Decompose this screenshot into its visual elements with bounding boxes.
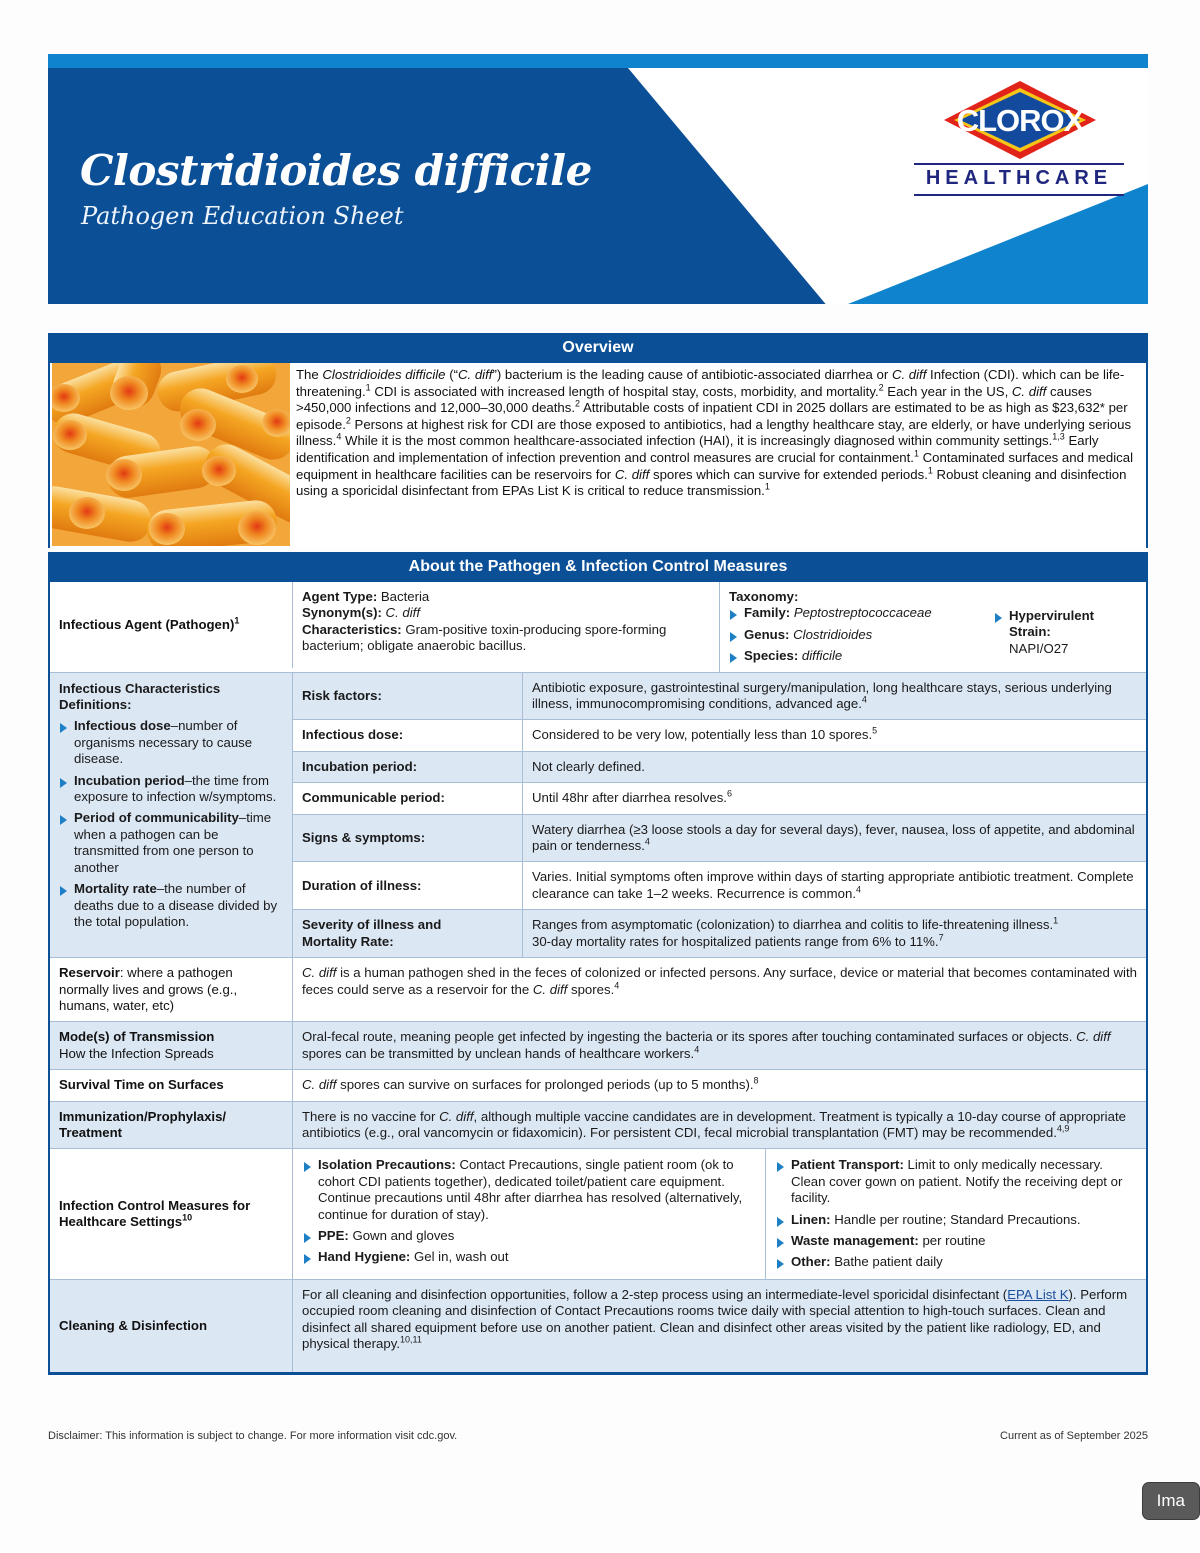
table-row [293,752,1146,783]
duration-of-illness-text: Varies. Initial symptoms often improve within days of starting appropriate antibiotic treatment. Complete clearance can take 1–2 weeks. Recurrence is common. [532,869,1134,901]
species-value: difficile [801,648,843,664]
control-item-isolation [303,1157,755,1223]
communicable-period-sup: 6 [726,788,732,799]
agent-basics [293,582,720,672]
row-value-infectious-dose [523,720,1146,750]
row-value-severity: Ranges from asymptomatic (colonization) to diarrhea and colitis to life-threatening illness.$^1$ 30-day mortality rates for hospitalized patients range from 6% to 11%.$^7$ [523,910,1146,957]
patient-transport-text: Limit to only medically necessary. Clean cover gown on patient. Notify the receiving dept or facility. [791,1157,1123,1206]
table-row [293,783,1146,814]
linen-term: Linen: [791,1211,831,1227]
isolation-term: Isolation Precautions: [318,1157,456,1173]
family-label: Family: [744,605,791,621]
synonyms-label: Synonym(s): [302,605,382,621]
row-value-immunization: There is no vaccine for C. diff, although multiple vaccine candidates are in development. Treatment is typically a 10-day course of appropriate antibiotics (e.g., oral vancomycin or fidaxomicin). For persistent CDI, fecal microbial transplantation (FMT) may be recommended.$^{4,9}$ [293,1102,1146,1149]
table-row [293,673,1146,721]
communicable-period-text: Until 48hr after diarrhea resolves. [532,790,727,806]
row-value-survival-time: C. diff spores can survive on surfaces for prolonged periods (up to 5 months).$^8$ [293,1070,1146,1100]
cleaning-sup: 10,11 [399,1334,422,1345]
definition-text: –the number of deaths due to a disease divided by the total population. [74,881,278,929]
row-value-incubation-period [523,752,1146,782]
definition-term: Period of communicability [74,810,239,826]
row-value-transmission: Oral-fecal route, meaning people get infected by ingesting the bacteria or its spores after touching contaminated surfaces or objects. C. diff spores can be transmitted by unclean hands of healthcare workers.$^4$ [293,1022,1146,1069]
table-row-transmission [50,1022,1146,1070]
risk-factors-sup: 4 [861,694,867,705]
genus-label: Genus: [744,626,790,642]
row-label-reservoir [50,958,293,1021]
row-label-communicable-period: Communicable period: [293,783,523,813]
clorox-diamond-icon [940,79,1100,161]
logo-rule-bottom [914,194,1124,196]
definition-item [59,773,283,806]
table-row-infection-control [50,1149,1146,1279]
hypervirulent-value: NAPI/O27 [1009,640,1069,656]
row-label-severity: Severity of illness and Mortality Rate: [293,910,523,957]
table-row-survival-time [50,1070,1146,1101]
agent-detail-split [293,582,1146,672]
infectious-dose-sup: 5 [872,726,878,737]
cleaning-text-before: For all cleaning and disinfection opportunities, follow a 2-step process using an intermediate-level sporicidal disinfectant ( [302,1286,1008,1302]
definitions-panel [50,673,293,957]
about-section-header: About the Pathogen & Infection Control Measures [48,552,1148,582]
characteristics-value: Gram-positive toxin-producing spore-forming bacterium; obligate anaerobic bacillus. [302,621,667,654]
row-label-infectious-dose: Infectious dose: [293,720,523,750]
row-label-transmission [50,1022,293,1069]
definition-term: Mortality rate [74,881,157,897]
table-row [293,862,1146,910]
signs-symptoms-text: Watery diarrhea (≥3 loose stools a day for several days), fever, nausea, loss of appetite, and abdominal pain or tenderness. [532,821,1135,854]
agent-type-value: Bacteria [380,589,430,604]
overview-panel [48,363,1148,548]
taxonomy-genus [729,627,994,643]
infectious-agent-label-text: Infectious Agent (Pathogen) [59,616,235,632]
row-label-signs-symptoms: Signs & symptoms: [293,815,523,862]
linen-text: Handle per routine; Standard Precautions. [834,1211,1081,1227]
infectious-dose-text: Considered to be very low, potentially less than 10 spores. [532,727,873,743]
row-label-infectious-agent [50,582,293,668]
header-banner [48,54,1148,304]
table-row [293,910,1146,957]
control-item-waste [776,1233,1136,1249]
row-value-cleaning [293,1280,1146,1372]
table-row-infectious-agent [50,582,1146,673]
agent-taxonomy [720,582,1146,672]
table-row-immunization [50,1102,1146,1150]
logo-rule-top [914,163,1124,165]
definitions-heading: Infectious Characteristics Definitions: [59,680,221,713]
row-label-survival-time: Survival Time on Surfaces [50,1070,293,1100]
taxonomy-species [729,648,994,664]
bacteria-micrograph-image [52,363,290,546]
ppe-term: PPE: [318,1227,349,1243]
row-value-communicable-period [523,783,1146,813]
table-row [293,815,1146,863]
family-value: Peptostreptococcaceae [793,605,932,621]
signs-symptoms-sup: 4 [644,836,650,847]
infection-control-left [293,1149,766,1278]
row-label-risk-factors: Risk factors: [293,673,523,720]
row-value-signs-symptoms [523,815,1146,862]
agent-type-label: Agent Type: [302,589,378,604]
genus-value: Clostridioides [793,626,873,642]
row-label-incubation-period: Incubation period: [293,752,523,782]
table-row-cleaning-disinfection [50,1280,1146,1372]
page-subtitle: Pathogen Education Sheet [81,202,404,230]
incubation-period-text: Not clearly defined. [532,758,645,774]
footer-disclaimer: Disclaimer: This information is subject to change. For more information visit cdc.gov. [48,1430,458,1442]
infectious-agent-label-sup: 1 [234,615,240,626]
definition-term: Infectious dose [74,718,171,734]
isolation-text: Contact Precautions, single patient room (ok to cohort CDI patients together), dedicated toilet/patient care equipment. Continue precautions until 48hr after diarrhea has resolved (alternatively, continue for duration of stay). [318,1157,743,1222]
duration-of-illness-sup: 4 [855,884,861,895]
hand-hygiene-term: Hand Hygiene: [318,1249,411,1265]
table-row [293,720,1146,751]
infection-control-label-text: Infection Control Measures for Healthcare Settings [59,1197,251,1230]
transmission-label-line1: Mode(s) of Transmission [59,1029,215,1045]
image-tooltip[interactable]: Ima [1142,1482,1200,1520]
epa-list-k-link[interactable]: EPA List K [1007,1286,1069,1302]
definition-text: –time when a pathogen can be transmitted from one person to another [74,810,272,875]
overview-section-header: Overview [48,333,1148,363]
table-row-reservoir [50,958,1146,1022]
page-title: Clostridioides difficile [80,146,592,195]
cleaning-text-after: ). Perform occupied room cleaning and disinfection of Contact Precautions rooms twice daily with special attention to high-touch surfaces. Clean and disinfect all shared equipment before use on another patient. Clean and disinfect other areas visited by the patient like radiology, ED, and physical therapy. [302,1286,1128,1351]
reservoir-label-rest: : where a pathogen normally lives and grows (e.g., humans, water, etc) [59,965,238,1013]
row-value-risk-factors [523,673,1146,720]
row-label-immunization: Immunization/Prophylaxis/ Treatment [50,1102,293,1149]
ppe-text: Gown and gloves [352,1227,455,1243]
row-value-reservoir: C. diff is a human pathogen shed in the feces of colonized or infected persons. Any surface, device or material that becomes contaminated with feces could serve as a reservoir for the C. diff spores.$^4$ [293,958,1146,1021]
control-item-linen [776,1212,1136,1228]
other-term: Other: [791,1254,831,1270]
definition-item [59,881,283,930]
other-text: Bathe patient daily [834,1254,943,1270]
row-value-duration-of-illness [523,862,1146,909]
reservoir-label-bold: Reservoir [59,965,120,981]
patient-transport-term: Patient Transport: [791,1157,904,1173]
control-item-other [776,1254,1136,1270]
row-label-duration-of-illness: Duration of illness: [293,862,523,909]
definition-text: –number of organisms necessary to cause disease. [74,718,253,767]
waste-term: Waste management: [791,1232,919,1248]
risk-factors-text: Antibiotic exposure, gastrointestinal surgery/manipulation, long healthcare stays, serious underlying illness, immunocompromising conditions, advanced age. [532,679,1112,712]
characteristics-label: Characteristics: [302,621,402,637]
svg-text:CLOROX: CLOROX [956,103,1084,138]
definition-text: –the time from exposure to infection w/symptoms. [74,772,277,805]
hypervirulent-column [994,589,1137,665]
overview-paragraph: The Clostridioides difficile (“C. diff”) bacterium is the leading cause of antibiotic-associated diarrhea or C. diff Infection (CDI). which can be life-threatening.$^1$ CDI is associated with increased length of hospital stay, costs, morbidity, and mortality.$^2$ Each year in the US, C. diff causes >450,000 infections and 12,000–30,000 deaths.$^2$ Attributable costs of inpatient CDI in 2025 dollars are estimated to be as high as $23,632* per episode.$^2$ Persons at highest risk for CDI are those exposed to antibiotics, had a lengthy healthcare stay, are elderly, or have underlying serious illness.$^4$ While it is the most common healthcare-associated infection (HAI), it is increasingly diagnosed within community settings.$^{1,3}$ Early identification and implementation of infection prevention and control measures are crucial for containment.$^1$ Contaminated surfaces and medical equipment in healthcare facilities can be reservoirs for C. diff spores which can survive for extended periods.$^1$ Robust cleaning and disinfection using a sporicidal disinfectant from EPAs List K is critical to reduce transmission.$^1$ [296,367,1134,499]
definition-item [59,718,283,767]
row-label-infection-control [50,1149,293,1278]
transmission-label-line2: How the Infection Spreads [59,1045,214,1061]
taxonomy-column [729,589,994,665]
infection-control-label-sup: 10 [182,1212,193,1223]
logo-division-label: HEALTHCARE [925,167,1113,189]
table-row-characteristics [50,673,1146,958]
hand-hygiene-text: Gel in, wash out [414,1249,509,1265]
taxonomy-label: Taxonomy: [729,589,799,604]
infection-control-right [766,1149,1146,1278]
banner-top-stripe [48,54,1148,68]
characteristic-subrows [293,673,1146,957]
pathogen-info-table [48,582,1148,1375]
synonyms-value: C. diff [385,605,420,621]
control-item-patient-transport [776,1157,1136,1206]
footer-current-as-of: Current as of September 2025 [1000,1430,1148,1442]
row-label-cleaning: Cleaning & Disinfection [50,1280,293,1372]
species-label: Species: [744,648,799,664]
control-item-ppe [303,1228,755,1244]
control-item-hand-hygiene [303,1249,755,1265]
taxonomy-family [729,605,994,621]
waste-text: per routine [922,1232,986,1248]
document-footer [48,1430,1148,1442]
definition-item [59,810,283,876]
definition-term: Incubation period [74,772,185,788]
infection-control-split [293,1149,1146,1278]
hypervirulent-label: Hypervirulent Strain: [1009,608,1095,640]
clorox-healthcare-logo [914,79,1124,219]
hypervirulent-strain [994,608,1137,657]
